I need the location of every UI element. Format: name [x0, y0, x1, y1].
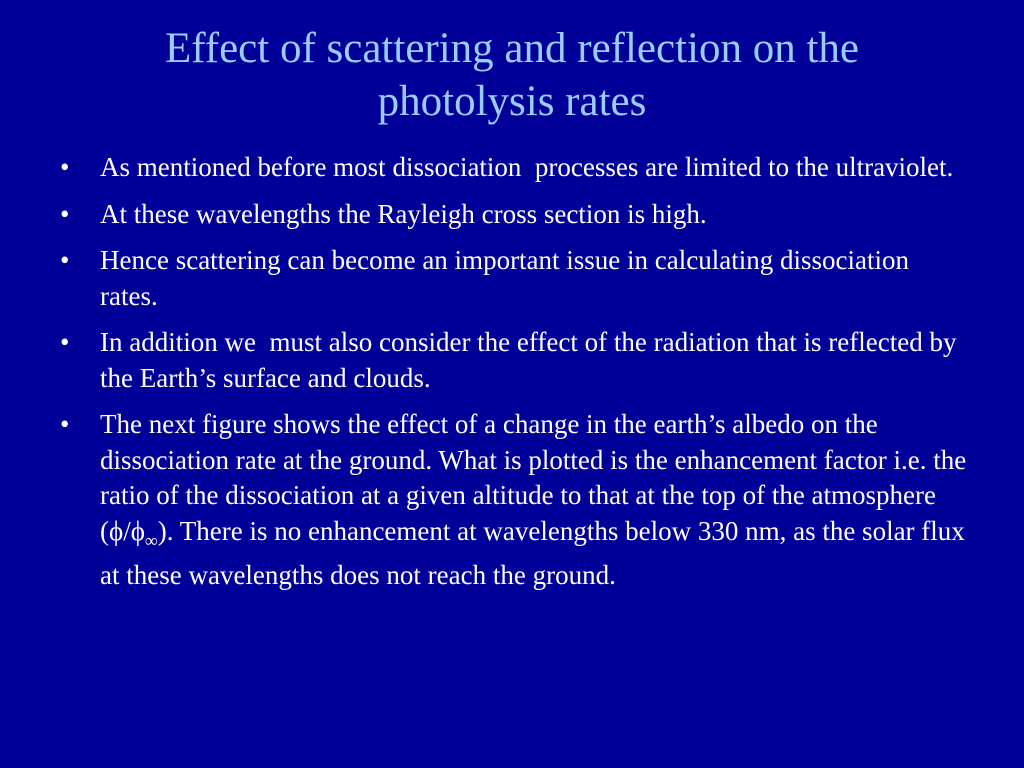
bullet-text: In addition we must also consider the effect of the radiation that is reflected by the Earth’s surface and clouds.	[100, 327, 964, 393]
bullet-item	[60, 150, 970, 186]
bullet-text: As mentioned before most dissociation processes are limited to the ultraviolet.	[100, 152, 954, 182]
bullet-text-part: ). There is no enhancement at wavelengths below 330 nm, as the solar flux at these wavelengths does not reach the ground.	[100, 515, 965, 591]
bullet-item	[60, 407, 970, 594]
bullet-list	[60, 150, 970, 605]
infinity-subscript: ∞	[144, 529, 158, 550]
bullet-text-part: The next figure shows the effect of a change in the earth’s albedo on the dissociation rate at the ground. What is plotted is the enhancement factor i.e. the ratio of the dissociation at a given altitude to that at the top of the atmosphere (ϕ/ϕ	[100, 409, 967, 546]
bullet-marker: •	[60, 409, 70, 439]
bullet-text: At these wavelengths the Rayleigh cross section is high.	[100, 198, 707, 229]
slide-title	[60, 22, 964, 128]
bullet-marker: •	[60, 327, 70, 357]
bullet-item	[60, 325, 970, 396]
title-line-2: photolysis rates	[377, 78, 647, 125]
bullet-text	[100, 409, 966, 590]
bullet-item	[60, 243, 970, 314]
title-line-1: Effect of scattering and reflection on the	[164, 25, 860, 72]
bullet-item	[60, 197, 970, 233]
bullet-text: Hence scattering can become an important issue in calculating dissociation rates.	[100, 245, 923, 311]
bullet-marker: •	[60, 152, 70, 182]
bullet-marker: •	[60, 198, 70, 229]
bullet-marker: •	[60, 245, 70, 275]
